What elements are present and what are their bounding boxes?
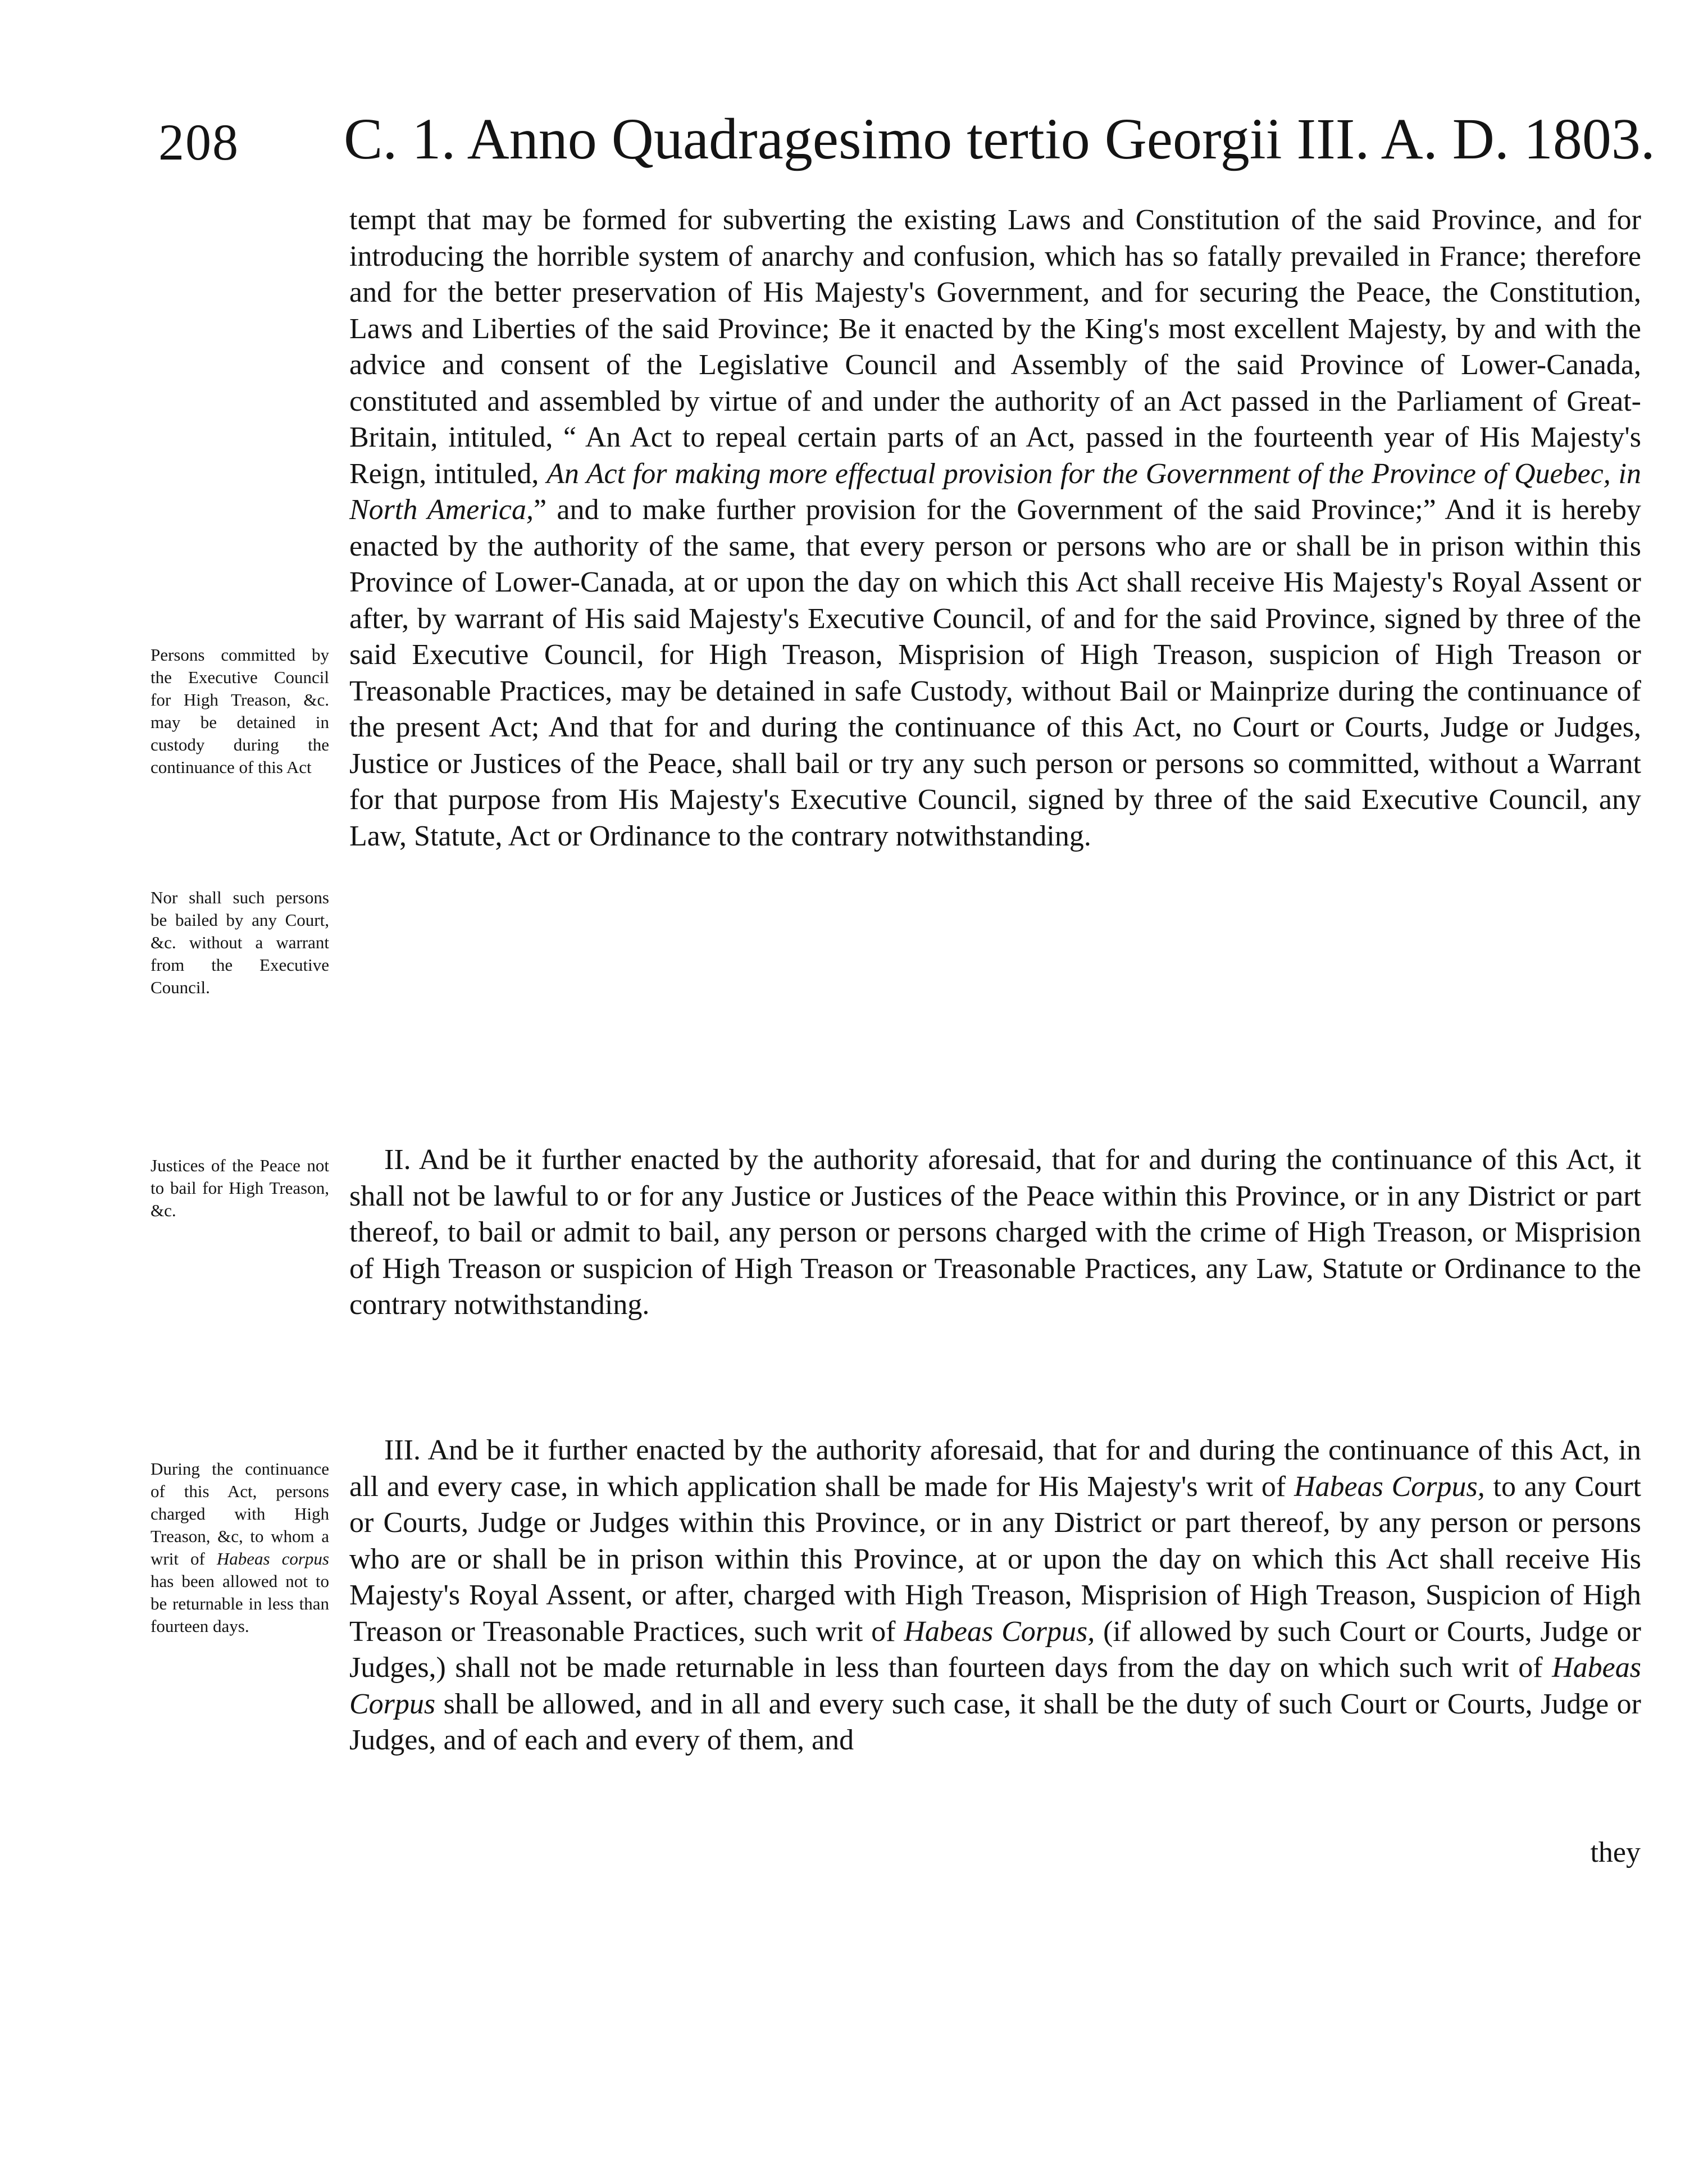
paragraph-1-text: tempt that may be formed for subverting the existing Laws and Constitution of the said Province, and for introducing the horrible system of anarchy and confusion, which has so fatally prevailed in France; therefore and for the better preservation of His Majesty's Government, and for securing the Peace, the Constitution, Laws and Liberties of the said Province; Be it enacted by the King's most excellent Majesty, by and with the advice and consent of the Legislative Council and Assembly of the said Province of Lower-Canada, constituted and assembled by virtue of and under the authority of an Act passed in the Parliament of Great-Britain, intituled, “ An Act to repeal certain parts of an Act, passed in the fourteenth year of His Majesty's Reign, intituled, [349,204,1641,490]
page-number: 208 [158,113,239,171]
catchword: they [1590,1836,1641,1868]
margin-note-3: Justices of the Peace not to bail for High Treason, &c. [151,1156,329,1220]
margin-note-4-text-2: has been allowed not to be returnable in less than fourteen days. [151,1571,329,1636]
paragraph-3-italic-2: Habeas Corpus, [904,1615,1095,1648]
margin-note-2: Nor shall such persons be bailed by any Court, &c. without a warrant from the Executive Council. [151,888,329,997]
margin-note-4-text-1: During the continuance of this Act, persons charged with High Treason, &c, to whom a writ of [151,1459,329,1568]
body-paragraph-1 [349,202,1641,854]
margin-note-1: Persons committed by the Executive Council for High Treason, &c. may be detained in custody during the continuance of this Act [151,645,329,777]
paragraph-3-text-4: shall be allowed, and in all and every such case, it shall be the duty of such Court or Courts, Judge or Judges, and of each and every of them, and [349,1688,1641,1756]
body-paragraph-3 [349,1433,1641,1759]
paragraph-3-italic-3: Habeas Corpus [349,1652,1641,1720]
paragraph-3-text-2: to any Court or Courts, Judge or Judges within this Province, or in any District or part thereof, by any person or persons who are or shall be in prison within this Province, at or upon the day on which this Act shall receive His Majesty's Royal Assent, or after, charged with High Treason, Misprision of High Treason, Suspicion of High Treason or Treasonable Practices, such writ of [349,1470,1642,1648]
running-head: C. 1. Anno Quadragesimo tertio Georgii III. A. D. 1803. [344,107,1655,171]
body-paragraph-2 [349,1142,1641,1324]
margin-note-4-italic: Habeas corpus [216,1549,329,1568]
paragraph-3-text-3: (if allowed by such Court or Courts, Judge or Judges,) shall not be made returnable in less than fourteen days from the day on which such writ of [349,1615,1641,1684]
paragraph-1-italic-title: An Act for making more effectual provision for the Government of the Province of Quebec, in North America, [349,457,1641,526]
paragraph-3-italic-1: Habeas Corpus, [1293,1470,1485,1503]
margin-note-4 [151,1458,329,1638]
paragraph-3-text-1: III. And be it further enacted by the authority aforesaid, that for and during the continuance of this Act, in all and every case, in which application shall be made for His Majesty's writ of [349,1434,1641,1503]
paragraph-2-text: II. And be it further enacted by the authority aforesaid, that for and during the continuance of this Act, it shall not be lawful to or for any Justice or Justices of the Peace within this Province, or in any District or part thereof, to bail or admit to bail, any person or persons charged with the crime of High Treason, or Misprision of High Treason or suspicion of High Treason or Treasonable Practices, any Law, Statute or Ordinance to the contrary notwithstanding. [349,1144,1641,1321]
paragraph-1-text-continued: ” and to make further provision for the Government of the said Province;” And it is hereby enacted by the authority of the same, that every person or persons who are or shall be in prison within this Province of Lower-Canada, at or upon the day on which this Act shall receive His Majesty's Royal Assent or after, by warrant of His said Majesty's Executive Council, of and for the said Province, signed by three of the said Executive Council, for High Treason, Misprision of High Treason, suspicion of High Treason or Treasonable Practices, may be detained in safe Custody, without Bail or Mainprize during the continuance of the present Act; And that for and during the continuance of this Act, no Court or Courts, Judge or Judges, Justice or Justices of the Peace, shall bail or try any such person or persons so committed, without a Warrant for that purpose from His Majesty's Executive Council, signed by three of the said Executive Council, any Law, Statute, Act or Ordinance to the contrary notwithstanding. [349,494,1641,852]
